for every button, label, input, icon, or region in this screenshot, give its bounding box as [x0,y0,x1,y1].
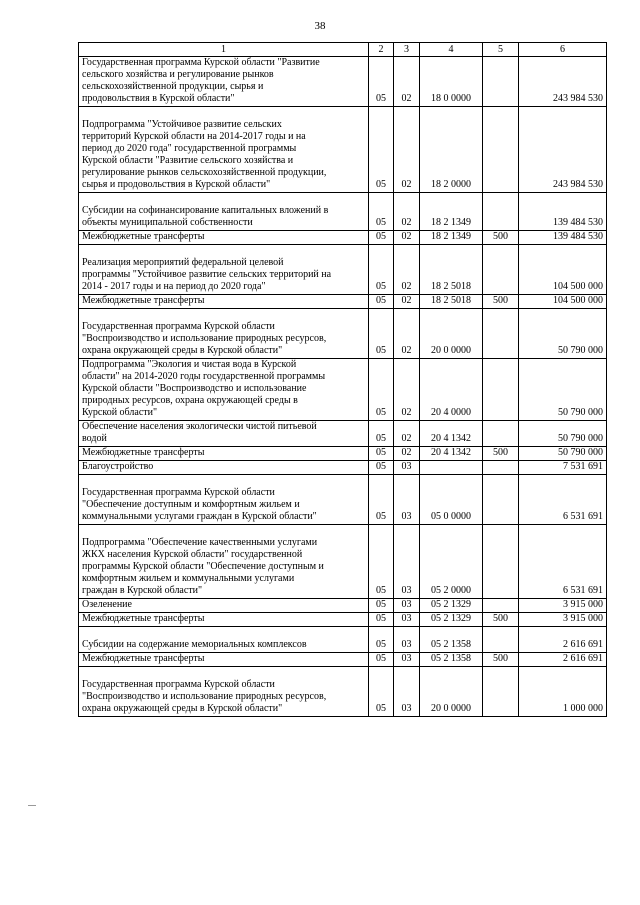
row-subsection: 03 [394,475,420,525]
row-target-code: 05 2 1358 [420,653,483,667]
row-name-line: Подпрограмма "Устойчивое развитие сельских [82,119,282,130]
row-target-code: 05 2 1329 [420,613,483,627]
row-target-code: 05 0 0000 [420,475,483,525]
table-row [79,421,607,447]
row-name-line: Курской области "Развитие сельского хозяйства и [82,155,294,166]
row-name-line: комфортным жильем и коммунальными услугами [82,573,295,584]
row-amount: 50 790 000 [519,447,607,461]
row-name-line: Межбюджетные трансферты [82,295,205,306]
row-section: 05 [369,613,394,627]
row-name-line: Государственная программа Курской области "Развитие [82,57,320,68]
row-name-line: коммунальными услугами граждан в Курской области" [82,511,317,522]
row-target-code: 05 2 1329 [420,599,483,613]
row-amount: 104 500 000 [519,295,607,309]
row-name-line: Подпрограмма "Обеспечение качественными услугами [82,537,318,548]
table-row [79,475,607,525]
row-name-line: Субсидии на софинансирование капитальных вложений в [82,205,329,216]
row-section: 05 [369,447,394,461]
row-gap [82,475,365,487]
row-name [79,421,369,447]
row-name-line: 2014 - 2017 годы и на период до 2020 года" [82,281,266,292]
row-target-code: 20 4 0000 [420,359,483,421]
table-row [79,461,607,475]
row-section: 05 [369,667,394,717]
row-amount: 6 531 691 [519,475,607,525]
row-amount: 243 984 530 [519,107,607,193]
row-subsection: 02 [394,245,420,295]
header-col-6: 6 [519,43,607,57]
header-col-2: 2 [369,43,394,57]
row-name [79,231,369,245]
row-name-line: природных ресурсов, охрана окружающей среды в [82,395,298,406]
row-name-line: Субсидии на содержание мемориальных комплексов [82,639,307,650]
row-name-line: объекты муниципальной собственности [82,217,253,228]
row-target-code: 18 2 1349 [420,193,483,231]
row-subsection: 03 [394,599,420,613]
row-amount: 50 790 000 [519,359,607,421]
table-row [79,667,607,717]
row-name-line: "Обеспечение доступным и комфортным жильем и [82,499,300,510]
row-name-line: "Воспроизводство и использование природных ресурсов, [82,691,327,702]
row-amount: 2 616 691 [519,653,607,667]
row-name-line: Озеленение [82,599,132,610]
row-expense-type [483,193,519,231]
row-name-line: Государственная программа Курской области [82,487,275,498]
row-subsection: 03 [394,461,420,475]
row-section: 05 [369,295,394,309]
row-name-line: Подпрограмма "Экология и чистая вода в Курской [82,359,297,370]
row-name-line: Реализация мероприятий федеральной целевой [82,257,284,268]
row-name [79,295,369,309]
row-gap [82,525,365,537]
row-name-line: граждан в Курской области" [82,585,203,596]
row-name [79,193,369,231]
table-row [79,57,607,107]
header-col-3: 3 [394,43,420,57]
row-expense-type [483,57,519,107]
row-expense-type [483,475,519,525]
row-name [79,653,369,667]
row-subsection: 03 [394,525,420,599]
row-name-line: Межбюджетные трансферты [82,613,205,624]
row-name [79,613,369,627]
row-section: 05 [369,653,394,667]
row-expense-type [483,627,519,653]
table-row [79,627,607,653]
header-col-5: 5 [483,43,519,57]
row-section: 05 [369,107,394,193]
row-target-code: 18 2 5018 [420,295,483,309]
margin-mark [28,805,36,806]
row-gap [82,107,365,119]
row-expense-type [483,461,519,475]
row-target-code: 18 2 0000 [420,107,483,193]
row-section: 05 [369,421,394,447]
row-amount: 7 531 691 [519,461,607,475]
row-subsection: 02 [394,107,420,193]
row-target-code [420,461,483,475]
row-expense-type [483,599,519,613]
row-target-code: 18 0 0000 [420,57,483,107]
row-section: 05 [369,475,394,525]
row-name-line: сельского хозяйства и регулирование рынков [82,69,274,80]
row-section: 05 [369,599,394,613]
row-subsection: 02 [394,309,420,359]
row-name-line: сельскохозяйственной продукции, сырья и [82,81,264,92]
row-name [79,245,369,295]
row-amount: 3 915 000 [519,613,607,627]
row-subsection: 03 [394,627,420,653]
row-name-line: программы "Устойчивое развитие сельских территорий на [82,269,332,280]
row-name [79,475,369,525]
table-row [79,231,607,245]
table-row [79,653,607,667]
row-amount: 1 000 000 [519,667,607,717]
row-amount: 243 984 530 [519,57,607,107]
row-amount: 139 484 530 [519,231,607,245]
row-gap [82,667,365,679]
row-section: 05 [369,231,394,245]
row-expense-type [483,421,519,447]
row-name-line: Межбюджетные трансферты [82,653,205,664]
row-amount: 50 790 000 [519,421,607,447]
row-subsection: 02 [394,359,420,421]
table-row [79,613,607,627]
row-name [79,359,369,421]
row-name-line: Государственная программа Курской области [82,679,275,690]
row-name-line: "Воспроизводство и использование природных ресурсов, [82,333,327,344]
row-subsection: 03 [394,667,420,717]
row-name-line: программы Курской области "Обеспечение доступным и [82,561,324,572]
row-name-line: Государственная программа Курской области [82,321,275,332]
row-name [79,627,369,653]
header-row [79,43,607,57]
row-amount: 3 915 000 [519,599,607,613]
row-target-code: 18 2 1349 [420,231,483,245]
row-name-line: Курской области "Воспроизводство и использование [82,383,307,394]
table-row [79,359,607,421]
row-name-line: период до 2020 года" государственной программы [82,143,297,154]
row-name [79,667,369,717]
row-subsection: 02 [394,447,420,461]
row-gap [82,627,365,639]
row-target-code: 20 4 1342 [420,421,483,447]
row-name [79,309,369,359]
table-row [79,447,607,461]
row-expense-type: 500 [483,613,519,627]
row-name-line: ЖКХ населения Курской области" государственной [82,549,303,560]
row-name-line: продовольствия в Курской области" [82,93,235,104]
budget-table [78,42,607,717]
row-expense-type: 500 [483,447,519,461]
row-amount: 139 484 530 [519,193,607,231]
row-name-line: Обеспечение населения экологически чистой питьевой [82,421,317,432]
row-expense-type [483,309,519,359]
row-target-code: 05 2 1358 [420,627,483,653]
table-row [79,295,607,309]
table-row [79,525,607,599]
row-section: 05 [369,193,394,231]
row-section: 05 [369,461,394,475]
row-amount: 104 500 000 [519,245,607,295]
row-name-line: Межбюджетные трансферты [82,231,205,242]
row-target-code: 05 2 0000 [420,525,483,599]
row-name-line: водой [82,433,107,444]
row-expense-type: 500 [483,295,519,309]
row-expense-type: 500 [483,231,519,245]
row-name-line: сырья и продовольствия в Курской области" [82,179,271,190]
row-amount: 2 616 691 [519,627,607,653]
row-gap [82,309,365,321]
row-subsection: 02 [394,193,420,231]
row-target-code: 20 0 0000 [420,667,483,717]
row-subsection: 03 [394,613,420,627]
row-name [79,461,369,475]
row-gap [82,193,365,205]
row-name-line: охрана окружающей среды в Курской области" [82,345,283,356]
row-name [79,107,369,193]
row-amount: 6 531 691 [519,525,607,599]
row-expense-type [483,525,519,599]
row-target-code: 18 2 5018 [420,245,483,295]
row-name-line: охрана окружающей среды в Курской области" [82,703,283,714]
row-subsection: 02 [394,57,420,107]
row-expense-type: 500 [483,653,519,667]
table-row [79,599,607,613]
row-section: 05 [369,359,394,421]
row-name-line: территорий Курской области на 2014-2017 годы и на [82,131,306,142]
row-section: 05 [369,627,394,653]
table-row [79,107,607,193]
row-name-line: области" на 2014-2020 годы государственной программы [82,371,326,382]
row-subsection: 02 [394,231,420,245]
row-name-line: Благоустройство [82,461,154,472]
row-name-line: Межбюджетные трансферты [82,447,205,458]
row-section: 05 [369,309,394,359]
row-section: 05 [369,525,394,599]
row-target-code: 20 0 0000 [420,309,483,359]
row-amount: 50 790 000 [519,309,607,359]
row-section: 05 [369,57,394,107]
row-name [79,57,369,107]
row-subsection: 02 [394,295,420,309]
row-expense-type [483,667,519,717]
row-expense-type [483,245,519,295]
row-expense-type [483,107,519,193]
page-number: 38 [314,20,326,32]
row-target-code: 20 4 1342 [420,447,483,461]
row-section: 05 [369,245,394,295]
row-expense-type [483,359,519,421]
table-row [79,309,607,359]
header-col-4: 4 [420,43,483,57]
row-gap [82,245,365,257]
row-subsection: 03 [394,653,420,667]
row-subsection: 02 [394,421,420,447]
header-col-1: 1 [79,43,369,57]
row-name [79,447,369,461]
row-name [79,525,369,599]
table-row [79,193,607,231]
row-name [79,599,369,613]
table-row [79,245,607,295]
row-name-line: регулирование рынков сельскохозяйственной продукции, [82,167,327,178]
row-name-line: Курской области" [82,407,158,418]
